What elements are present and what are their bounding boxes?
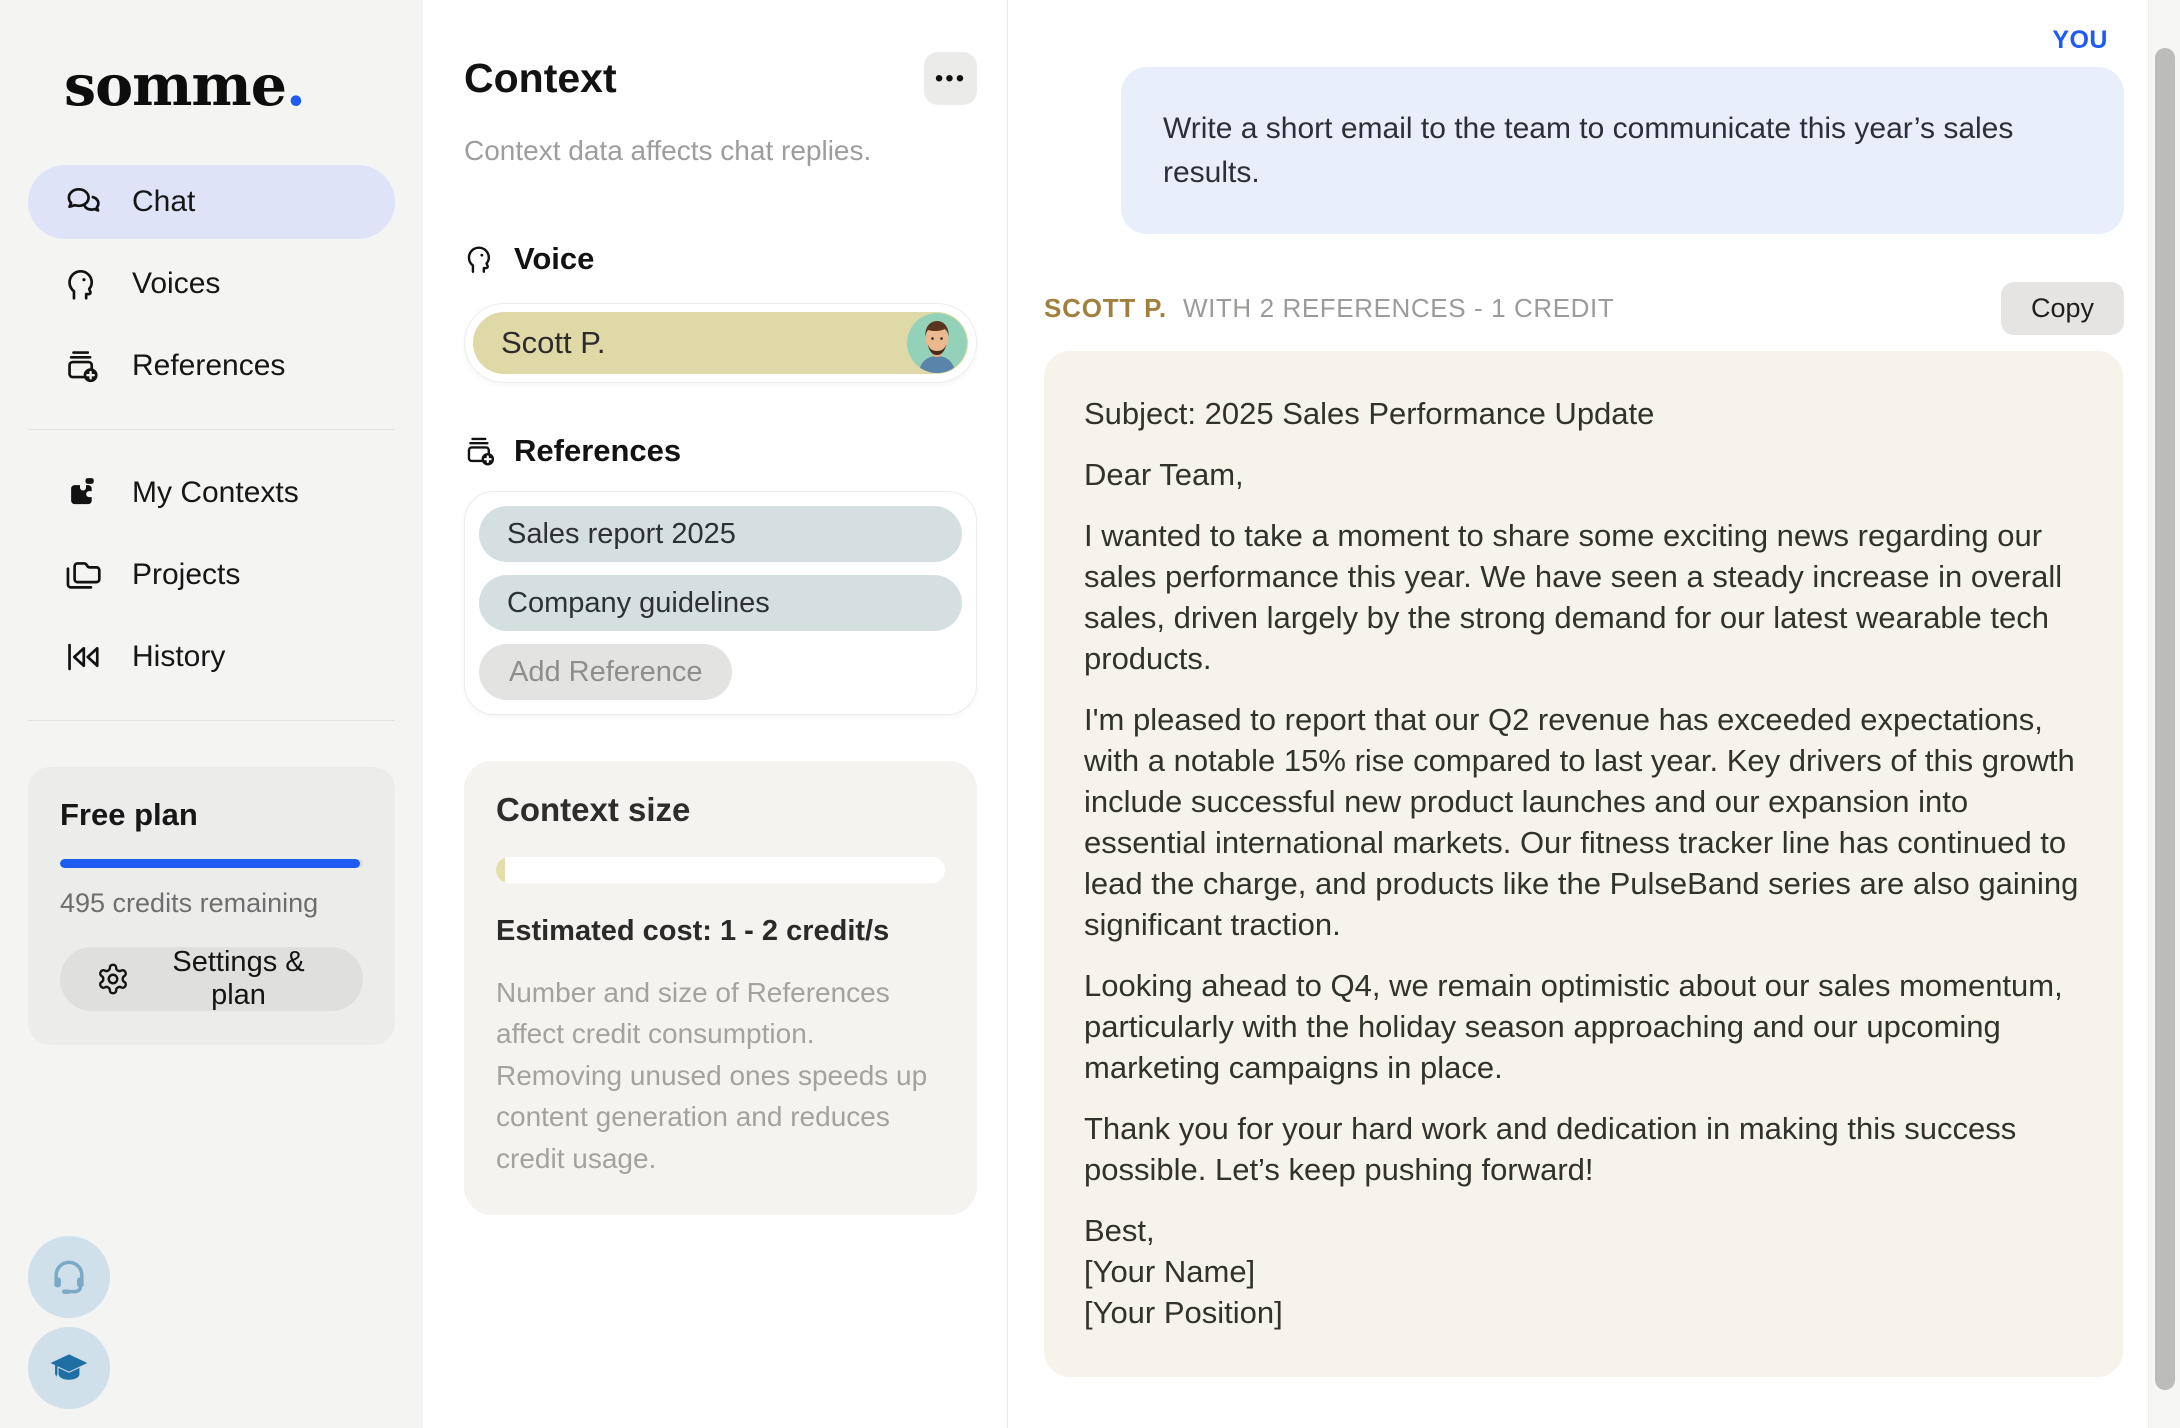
learn-button[interactable] — [28, 1327, 110, 1409]
context-panel — [423, 0, 1008, 1428]
reply-paragraph: Thank you for your hard work and dedication in making this success possible. Let’s keep pushing forward! — [1084, 1111, 2017, 1187]
references-icon — [464, 434, 498, 468]
voice-selected-pill[interactable] — [473, 312, 968, 374]
reply-paragraph: I'm pleased to report that our Q2 revenue has exceeded expectations, with a notable 15% rise compared to last year. Key drivers of this growth include successful new product launches and our expansion into essential international markets. Our fitness tracker line has continued to lead the charge, and products like the PulseBand series are also gaining significant traction. — [1084, 702, 2079, 942]
context-size-title: Context size — [496, 791, 691, 828]
reply-signature — [1084, 1210, 2083, 1333]
avatar — [907, 313, 967, 373]
context-menu-button[interactable] — [924, 52, 977, 105]
signature-line: [Your Name] — [1084, 1254, 1256, 1289]
headset-icon — [47, 1255, 91, 1299]
context-panel-title: Context — [464, 55, 617, 101]
sidebar-item-label: Projects — [132, 558, 241, 591]
estimated-cost-text: Estimated cost: 1 - 2 credit/s — [496, 915, 890, 947]
signature-line: [Your Position] — [1084, 1295, 1283, 1330]
credits-progress-fill — [60, 859, 360, 868]
voice-head-icon — [64, 265, 102, 303]
voice-section-header — [464, 241, 977, 277]
context-size-description: Number and size of References affect credit consumption. Removing unused ones speeds up content generation and reduces credit usage. — [496, 977, 928, 1174]
sidebar-item-label: References — [132, 349, 286, 382]
graduation-cap-icon — [47, 1346, 91, 1390]
sidebar-item-label: Voices — [132, 267, 221, 300]
reply-message-bubble — [1044, 351, 2123, 1377]
sidebar-item-voices[interactable] — [28, 247, 395, 321]
sidebar-item-label: My Contexts — [132, 476, 299, 509]
plan-name: Free plan — [60, 797, 198, 832]
sidebar-item-my-contexts[interactable] — [28, 456, 395, 530]
voice-selected-name: Scott P. — [501, 325, 606, 360]
folders-icon — [64, 556, 102, 594]
reply-meta-text: WITH 2 REFERENCES - 1 CREDIT — [1182, 293, 1615, 323]
app-logo: somme. — [64, 52, 305, 119]
credits-remaining-text: 495 credits remaining — [60, 888, 319, 918]
chat-area — [1008, 0, 2180, 1428]
ellipsis-icon: ••• — [934, 65, 967, 92]
voice-card — [464, 303, 977, 383]
plan-card — [28, 767, 395, 1045]
reply-paragraph: Dear Team, — [1084, 457, 1244, 492]
add-reference-button[interactable]: Add Reference — [479, 644, 732, 700]
context-size-card — [464, 761, 977, 1215]
voice-section-label: Voice — [514, 241, 595, 276]
reference-item[interactable]: Sales report 2025 — [479, 506, 962, 562]
reply-author-label: SCOTT P. — [1044, 293, 1167, 323]
context-panel-subtitle: Context data affects chat replies. — [464, 135, 872, 166]
references-section-label: References — [514, 433, 682, 468]
sidebar-item-label: History — [132, 640, 226, 673]
chat-scrollbar-track[interactable] — [2148, 0, 2180, 1428]
sidebar-item-chat[interactable] — [28, 165, 395, 239]
references-icon — [64, 347, 102, 385]
context-size-progress-bar — [496, 857, 945, 883]
sidebar-item-references[interactable] — [28, 329, 395, 403]
history-icon — [64, 638, 102, 676]
sidebar-item-history[interactable] — [28, 620, 395, 694]
sidebar-divider — [28, 720, 395, 721]
user-message-author-label: YOU — [2052, 26, 2108, 54]
copy-button[interactable]: Copy — [2001, 282, 2124, 335]
sidebar — [0, 0, 423, 1428]
chat-scrollbar-thumb[interactable] — [2155, 48, 2175, 1390]
reply-paragraph: I wanted to take a moment to share some exciting news regarding our sales performance this year. We have seen a steady increase in overall sales, driven largely by the strong demand for our latest wearable tech products. — [1084, 518, 2063, 676]
credits-progress-bar — [60, 859, 363, 868]
sidebar-item-projects[interactable] — [28, 538, 395, 612]
reply-paragraph: Looking ahead to Q4, we remain optimistic about our sales momentum, particularly with the holiday season approaching and our upcoming marketing campaigns in place. — [1084, 968, 2063, 1085]
user-message-bubble: Write a short email to the team to communicate this year’s sales results. — [1121, 67, 2124, 234]
references-card — [464, 491, 977, 715]
support-button[interactable] — [28, 1236, 110, 1318]
voice-head-icon — [464, 242, 498, 276]
chat-icon — [64, 183, 102, 221]
settings-plan-label: Settings & plan — [172, 946, 305, 1011]
sidebar-item-label: Chat — [132, 185, 196, 218]
puzzle-icon — [64, 474, 102, 512]
gear-icon — [96, 962, 130, 996]
sidebar-nav-primary — [28, 165, 395, 403]
signature-line: Best, — [1084, 1213, 1155, 1248]
reply-meta-row — [1044, 282, 2124, 335]
sidebar-divider — [28, 429, 395, 430]
context-size-progress-fill — [496, 857, 505, 883]
references-section-header — [464, 433, 977, 469]
reply-paragraph: Subject: 2025 Sales Performance Update — [1084, 396, 1655, 431]
reference-item[interactable]: Company guidelines — [479, 575, 962, 631]
settings-plan-button[interactable] — [60, 947, 363, 1011]
sidebar-nav-secondary — [28, 456, 395, 694]
